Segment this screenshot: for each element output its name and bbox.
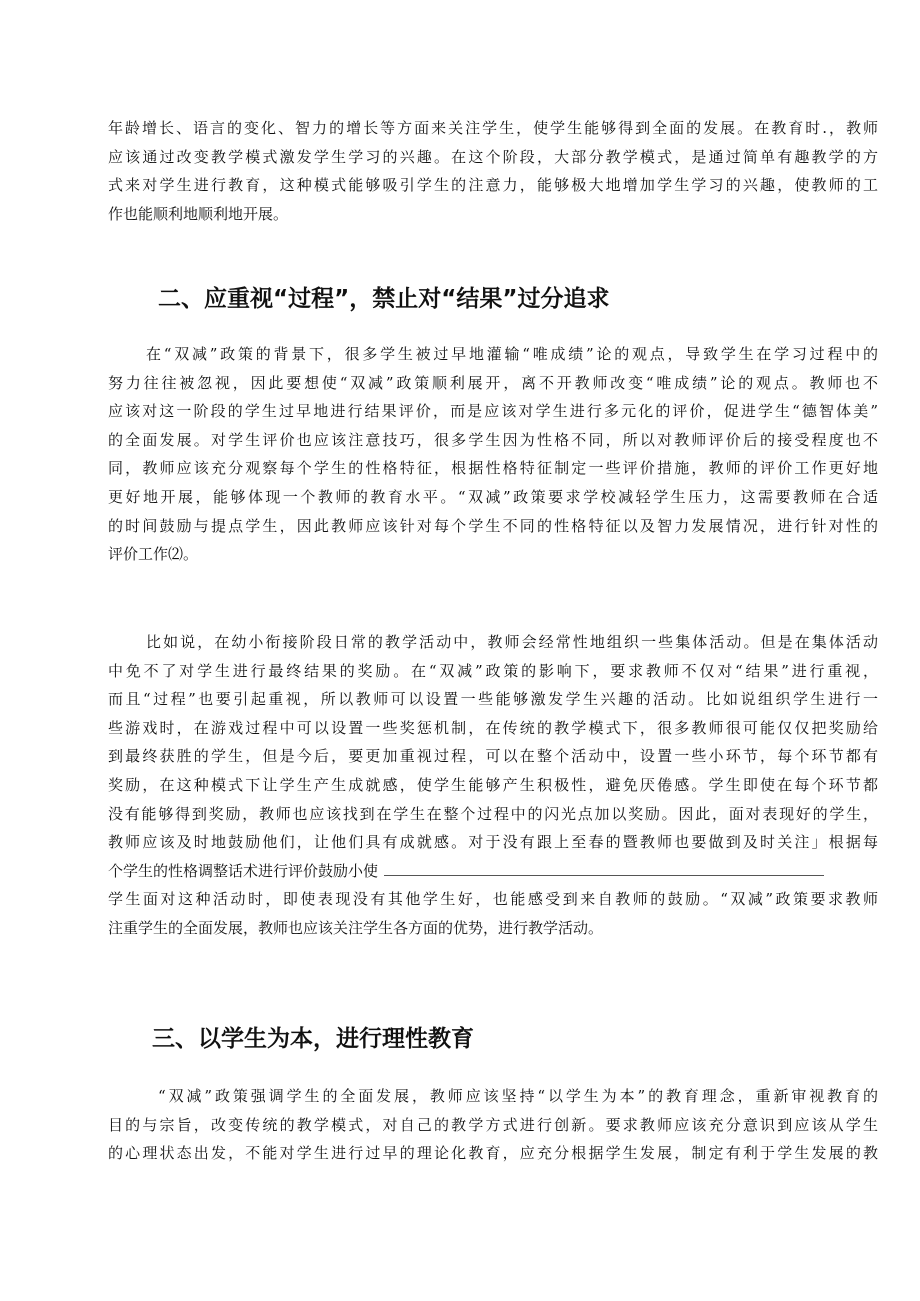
text-line: 应该对这一阶段的学生过早地进行结果评价，而是应该对学生进行多元化的评价，促进学生“德智体美”: [108, 402, 878, 421]
text-line: 而且“过程”也要引起重视，所以教师可以设置一些能够激发学生兴趣的活动。比如说组织学生进行一: [108, 690, 878, 709]
text-line: 的时间鼓励与提点学生，因此教师应该针对每个学生不同的性格特征以及智力发展情况，进行针对性的: [108, 516, 878, 535]
section-heading-2: 二、应重视“过程”，禁止对“结果”过分追求: [158, 286, 610, 312]
text-line: 目的与宗旨，改变传统的教学模式，对自己的教学方式进行创新。要求教师应该充分意识到应该从学生: [108, 1115, 878, 1134]
text-fragment: 个学生的性格调整话术进行评价鼓励小使: [108, 861, 379, 880]
text-line: 的心理状态出发，不能对学生进行过早的理论化教育，应充分根据学生发展，制定有利于学生发展的教: [108, 1144, 878, 1163]
section-heading-3: 三、以学生为本，进行理性教育: [152, 1026, 474, 1052]
text-line: 没有能够得到奖励，教师也应该找到在学生在整个过程中的闪光点加以奖励。因此，面对表现好的学生，: [108, 804, 878, 823]
paragraph-process-over-result: [108, 340, 878, 569]
underline-blank: [384, 863, 824, 876]
paragraph-example-activities: [108, 628, 878, 943]
paragraph-student-centered: [108, 1082, 878, 1168]
text-line: 在“双减”政策的背景下，很多学生被过早地灌输“唯成绩”论的观点，导致学生在学习过程中的: [146, 345, 878, 363]
text-line-with-blank: [108, 857, 878, 886]
text-line: 注重学生的全面发展，教师也应该关注学生各方面的优势，进行教学活动。: [108, 918, 604, 937]
text-line: 评价工作⑵。: [108, 545, 199, 564]
text-line: 作也能顺利地顺利地开展。: [108, 204, 289, 223]
text-line: 努力往往被忽视，因此要想使“双减”政策顺利展开，离不开教师改变“唯成绩”论的观点。教师也不: [108, 373, 878, 392]
text-line: 比如说，在幼小衔接阶段日常的教学活动中，教师会经常性地组织一些集体活动。但是在集体活动: [146, 633, 878, 651]
text-line: 奖励，在这种模式下让学生产生成就感，使学生能够产生积极性，避免厌倦感。学生即使在每个环节都: [108, 775, 878, 794]
text-line: 中免不了对学生进行最终结果的奖励。在“双减”政策的影响下，要求教师不仅对“结果”进行重视，: [108, 661, 878, 680]
text-line: 年龄增长、语言的变化、智力的增长等方面来关注学生，使学生能够得到全面的发展。在教育时.，教师: [108, 119, 878, 137]
paragraph-intro-continuation: [108, 114, 878, 228]
text-line: 应该通过改变教学模式激发学生学习的兴趣。在这个阶段，大部分教学模式，是通过简单有趣教学的方: [108, 147, 878, 166]
text-line: 些游戏时，在游戏过程中可以设置一些奖惩机制，在传统的教学模式下，很多教师很可能仅仅把奖励给: [108, 718, 878, 737]
text-line: 学生面对这种活动时，即使表现没有其他学生好，也能感受到来自教师的鼓励。“双减”政策要求教师: [108, 890, 878, 909]
text-line: 到最终获胜的学生，但是今后，要更加重视过程，可以在整个活动中，设置一些小环节，每个环节都有: [108, 747, 878, 766]
text-line: 的全面发展。对学生评价也应该注意技巧，很多学生因为性格不同，所以对教师评价后的接受程度也不: [108, 430, 878, 449]
text-line: 式来对学生进行教育，这种模式能够吸引学生的注意力，能够极大地增加学生学习的兴趣，使教师的工: [108, 176, 878, 195]
text-line: “双减”政策强调学生的全面发展，教师应该坚持“以学生为本”的教育理念，重新审视教育的: [158, 1087, 878, 1105]
text-line: 同，教师应该充分观察每个学生的性格特征，根据性格特征制定一些评价措施，教师的评价工作更好地: [108, 459, 878, 478]
text-line: 更好地开展，能够体现一个教师的教育水平。“双减”政策要求学校减轻学生压力，这需要教师在合适: [108, 487, 878, 506]
text-line: 教师应该及时地鼓励他们，让他们具有成就感。对于没有跟上至春的暨教师也要做到及时关注」根据每: [108, 833, 878, 852]
